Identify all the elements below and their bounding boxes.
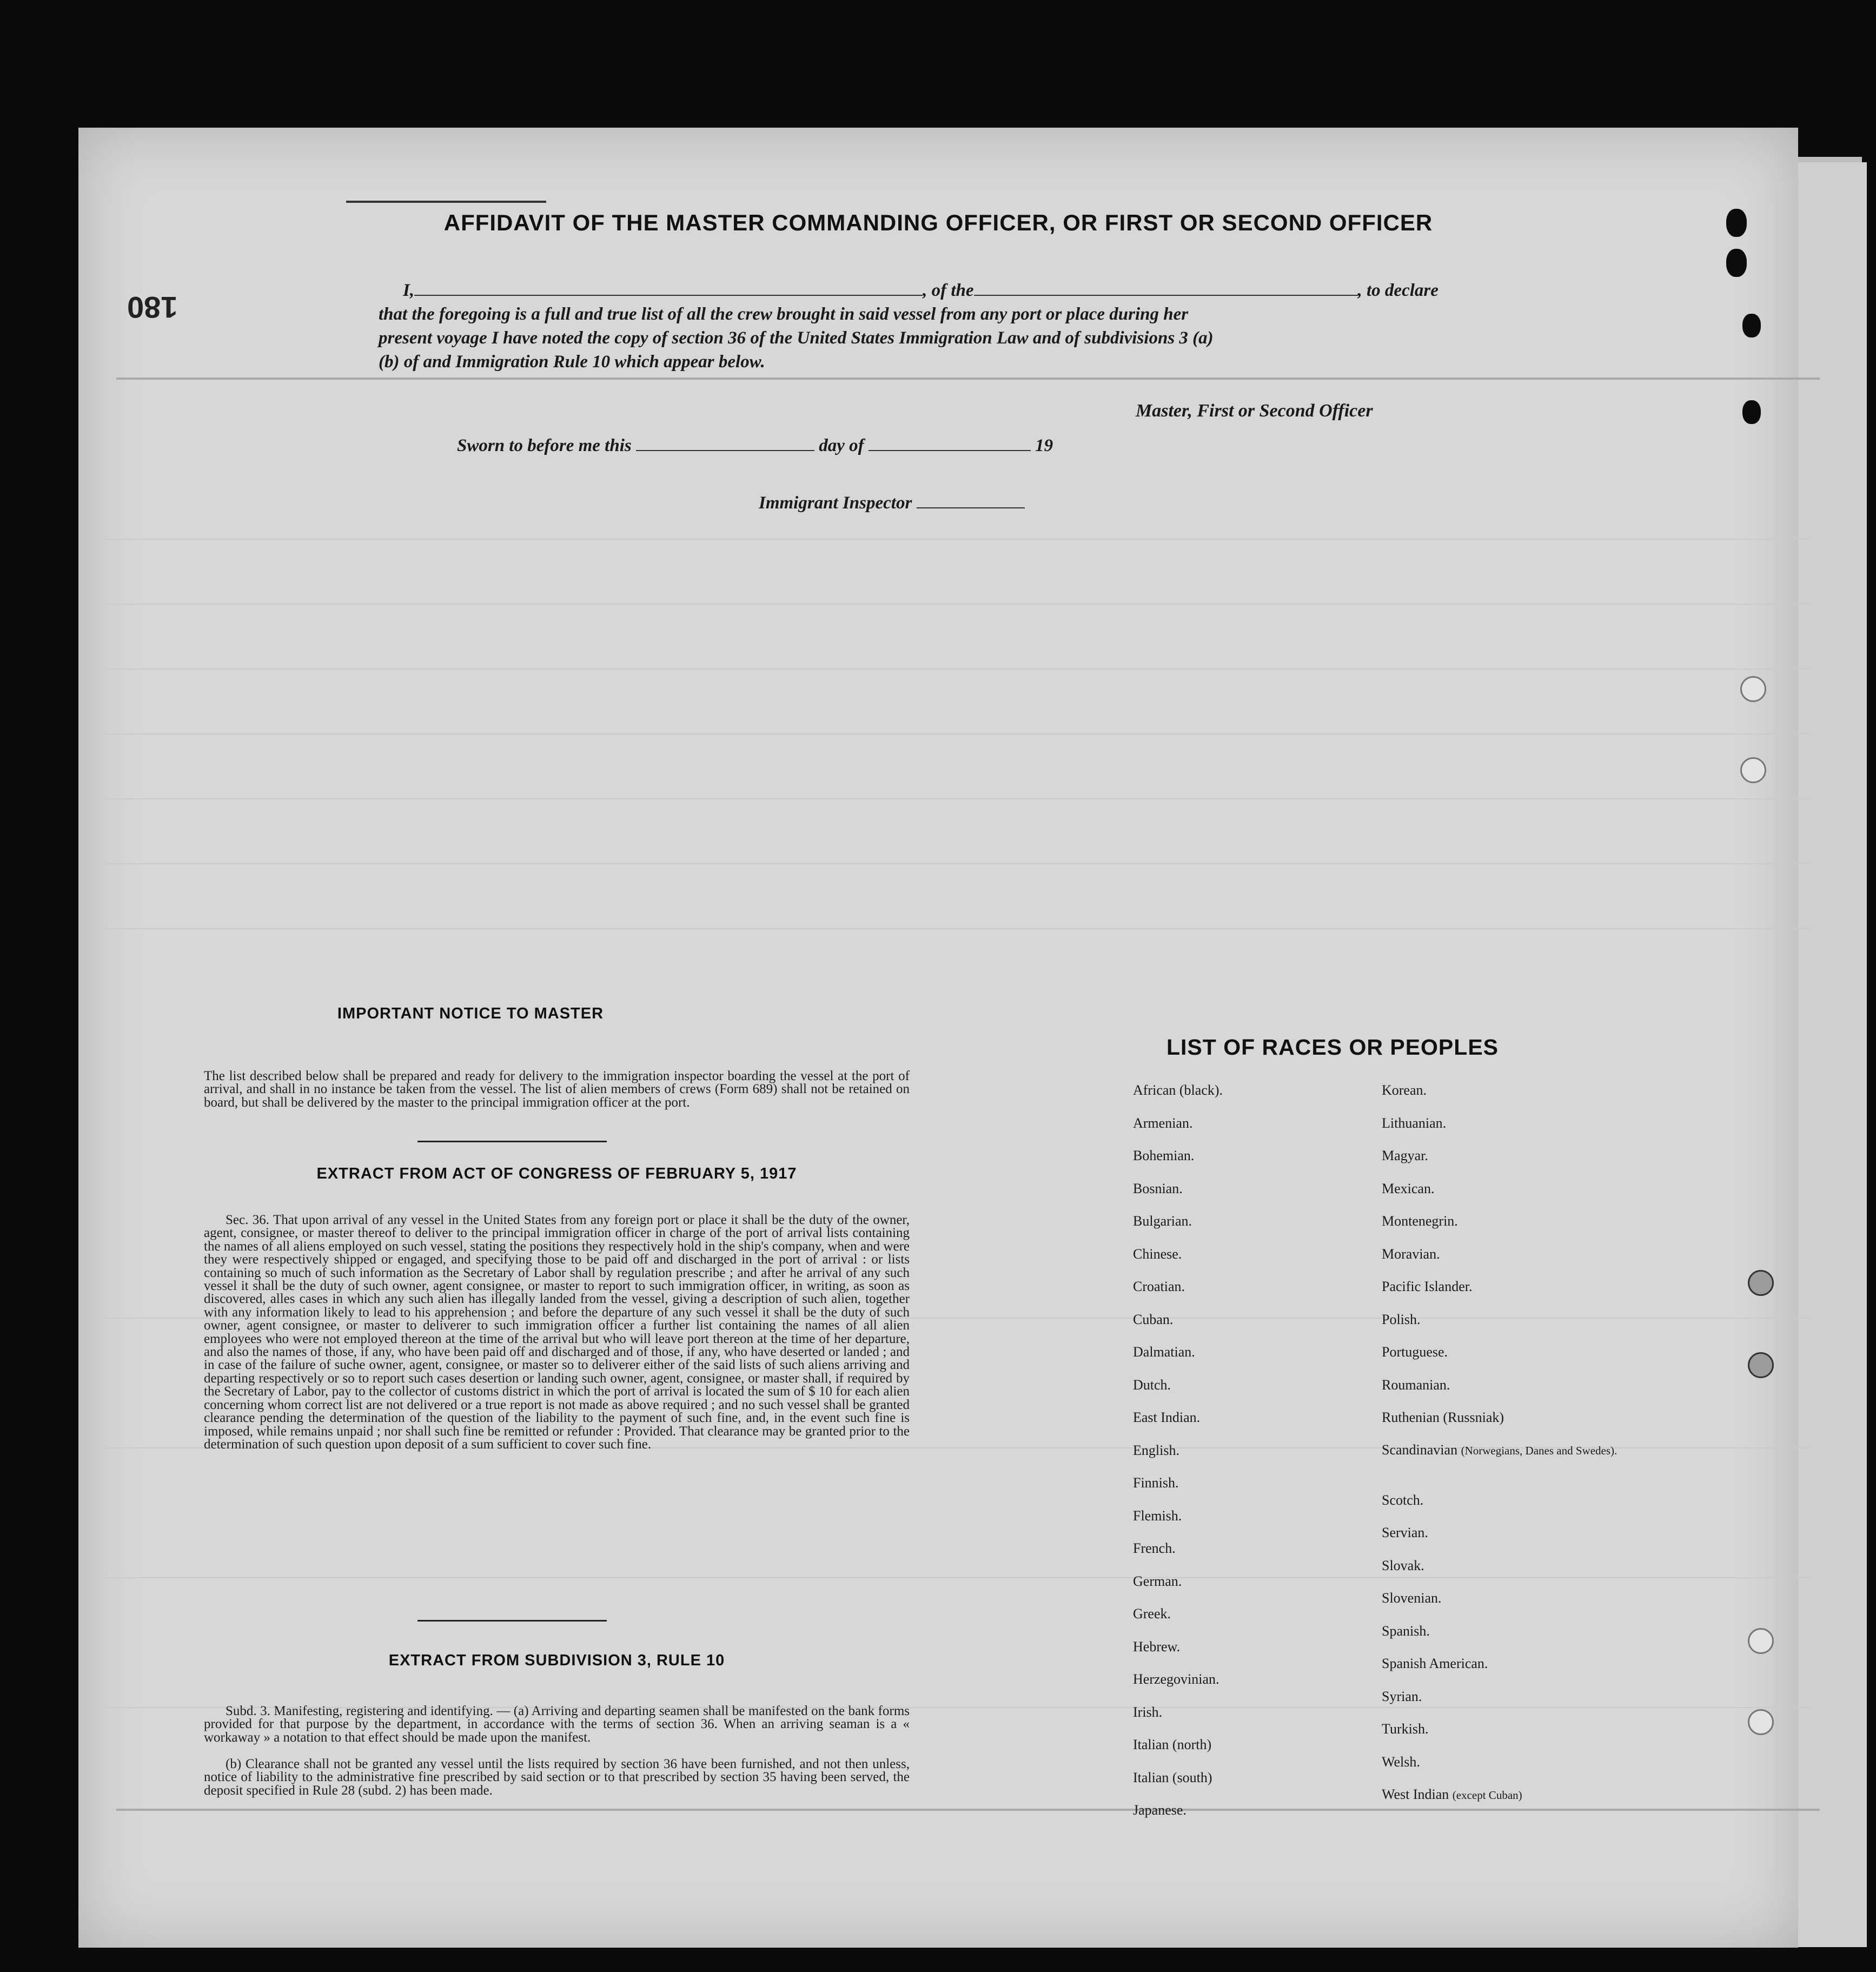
ink-blot bbox=[1726, 209, 1747, 237]
race-item: Korean. bbox=[1382, 1082, 1427, 1098]
race-item-scandinavian bbox=[1382, 1442, 1685, 1492]
affidavit-declare: , to declare bbox=[1357, 281, 1439, 300]
race-item: Servian. bbox=[1382, 1525, 1428, 1540]
race-item: Cuban. bbox=[1133, 1311, 1174, 1327]
bleed-row bbox=[105, 669, 1809, 670]
bleed-rule bbox=[116, 378, 1820, 380]
binder-hole bbox=[1740, 676, 1766, 702]
race-item: Roumanian. bbox=[1382, 1377, 1450, 1393]
race-item-west-indian bbox=[1382, 1786, 1685, 1819]
notice-text: The list described below shall be prepared and ready for delivery to the immigration inspector boarding the vessel at the port of arrival, and shall in no instance be taken from the vessel. The list of alien members of crews (Form 689) shall not be retained on board, but shall be delivered by the master to the principal immigration officer at the port. bbox=[204, 1069, 910, 1110]
race-item: Slovenian. bbox=[1382, 1590, 1442, 1606]
race-item: Herzegovinian. bbox=[1133, 1671, 1219, 1687]
race-item: Spanish American. bbox=[1382, 1656, 1488, 1671]
vessel-blank bbox=[974, 295, 1358, 296]
rule-text-b: (b) Clearance shall not be granted any vessel until the lists required by section 36 have been furnished, and not then unless, notice of liability to the administrative fine prescribed by said section or to that prescribed by section 35 having been served, the deposit specified in Rule 28 (subd. 2) has been made. bbox=[204, 1757, 910, 1798]
race-item: Armenian. bbox=[1133, 1115, 1193, 1131]
affidavit-i: I, bbox=[403, 281, 415, 300]
name-blank bbox=[414, 295, 923, 296]
race-scandinavian-note: (Norwegians, Danes and Swedes). bbox=[1461, 1444, 1618, 1457]
race-item: Ruthenian (Russniak) bbox=[1382, 1409, 1504, 1425]
binder-hole bbox=[1748, 1709, 1774, 1735]
race-scandinavian: Scandinavian bbox=[1382, 1441, 1458, 1458]
divider bbox=[417, 1620, 607, 1622]
affidavit-line-2: that the foregoing is a full and true list of all the crew brought in said vessel from any port or place during her bbox=[379, 305, 1189, 324]
race-item: Spanish. bbox=[1382, 1623, 1430, 1639]
race-item: Japanese. bbox=[1133, 1802, 1186, 1818]
sworn-year-label: 19 bbox=[1035, 436, 1053, 455]
race-item: Bohemian. bbox=[1133, 1148, 1195, 1163]
affidavit-line-1 bbox=[403, 281, 1528, 301]
bleed-row bbox=[105, 798, 1809, 799]
race-item: Finnish. bbox=[1133, 1475, 1179, 1491]
race-item: Chinese. bbox=[1133, 1246, 1182, 1262]
race-item: Magyar. bbox=[1382, 1148, 1428, 1163]
race-west-indian: West Indian bbox=[1382, 1786, 1449, 1802]
race-item: Bulgarian. bbox=[1133, 1213, 1192, 1229]
race-item: Hebrew. bbox=[1133, 1638, 1181, 1655]
race-item: Scotch. bbox=[1382, 1492, 1424, 1508]
sworn-label: Sworn to before me this bbox=[457, 436, 632, 455]
affidavit-of-the: , of the bbox=[923, 281, 974, 300]
page-stamp: 180 bbox=[127, 290, 178, 325]
race-item: Moravian. bbox=[1382, 1246, 1440, 1262]
race-item: Welsh. bbox=[1382, 1753, 1420, 1770]
race-item: Italian (north) bbox=[1133, 1737, 1212, 1752]
race-item: Dalmatian. bbox=[1133, 1344, 1195, 1360]
act-text: Sec. 36. That upon arrival of any vessel in the United States from any foreign port or place it shall be the duty of the owner, agent, consignee, or master thereof to deliver to the principal immigration officer in charge of the port of arrival lists containing the names of all aliens employed on such vessel, stating the positions they respectively hold in the ship's company, when and were they were respectively shipped or engaged, and specifying those to be paid off and discharged in the port of arrival : or lists containing so much of such information as the Secretary of Labor shall by regulation prescribe ; and after he arrival of any such vessel it shall be the duty of such owner, agent consignee, or master to report to such immigration officer, in writing, as soon as discovered, alles cases in which any such alien has illegally landed from the vessel, giving a description of such alien, together with any information likely to lead to his apprehension ; and before the departure of any such vessel it shall be the duty of such owner, agent consignee, or master to deliverer to such immigration officer a further list containing the names of all alien employees who were not employed thereon at the time of the arrival but who will leave port thereon at the time of her departure, and also the names of those, if any, who have been paid off and discharged and of those, if any, who have deserted or landed ; and in case of the failure of suche owner, agent, consignee, or master so to deliverer either of the said lists of such aliens arriving and departing respectively or so to report such cases desertion or landing such owner, agent, consignee, or master shall, if required by the Secretary of Labor, pay to the collector of customs district in which the port of arrival is located the sum of $ 10 for each alien concerning whom correct list are not delivered or a true report is not made as above required ; and no such vessel shall be granted clearance pending the determination of the question of the liability to the payment of such fine, and, in the event such fine is imposed, while remains unpaid ; nor shall such fine be remitted or refunder : Provided. That clearance may be granted prior to the determination of such question upon deposit of a sum sufficient to cover such fine. bbox=[204, 1213, 910, 1452]
race-item: Montenegrin. bbox=[1382, 1213, 1458, 1229]
race-item: French. bbox=[1133, 1540, 1176, 1556]
race-item: Croatian. bbox=[1133, 1279, 1185, 1294]
bleed-row bbox=[105, 928, 1809, 929]
race-item: Greek. bbox=[1133, 1606, 1171, 1622]
underlying-sheet-edge bbox=[1790, 162, 1867, 1947]
race-west-indian-note: (except Cuban) bbox=[1452, 1789, 1522, 1802]
race-item: Polish. bbox=[1382, 1311, 1421, 1327]
binder-hole bbox=[1748, 1270, 1774, 1296]
race-item: Irish. bbox=[1133, 1704, 1163, 1720]
race-item: Flemish. bbox=[1133, 1507, 1182, 1524]
inspector-label: Immigrant Inspector bbox=[759, 493, 912, 513]
affidavit-line-3: present voyage I have noted the copy of section 36 of the United States Immigration Law and of subdivisions 3 (a) bbox=[379, 328, 1214, 348]
sworn-day-blank bbox=[636, 450, 814, 451]
inspector-line bbox=[759, 493, 1137, 513]
race-item: Italian (south) bbox=[1133, 1769, 1212, 1785]
race-item: Portuguese. bbox=[1382, 1344, 1448, 1360]
races-left-column bbox=[1133, 1082, 1365, 1835]
sworn-month-blank bbox=[869, 450, 1031, 451]
affidavit-title: AFFIDAVIT OF THE MASTER COMMANDING OFFICER, OR FIRST OR SECOND OFFICER bbox=[443, 210, 1433, 235]
race-item: Pacific Islander. bbox=[1382, 1279, 1473, 1294]
bleed-row bbox=[105, 604, 1809, 605]
master-signature-label: Master, First or Second Officer bbox=[1136, 401, 1373, 421]
races-title: LIST OF RACES OR PEOPLES bbox=[1166, 1035, 1499, 1060]
race-item: Syrian. bbox=[1382, 1688, 1422, 1704]
race-item: Dutch. bbox=[1133, 1377, 1171, 1393]
bleed-row bbox=[105, 539, 1809, 540]
race-item: Mexican. bbox=[1382, 1180, 1435, 1196]
race-item: African (black). bbox=[1133, 1082, 1223, 1098]
race-item: German. bbox=[1133, 1573, 1182, 1589]
affidavit-line-4: (b) of and Immigration Rule 10 which appear below. bbox=[379, 352, 765, 372]
act-heading: EXTRACT FROM ACT OF CONGRESS OF FEBRUARY 5, 1917 bbox=[316, 1165, 797, 1182]
race-item: Bosnian. bbox=[1133, 1180, 1183, 1196]
races-right-column bbox=[1382, 1082, 1685, 1819]
rule-text-a: Subd. 3. Manifesting, registering and identifying. — (a) Arriving and departing seamen shall be manifested on the bank forms provided for that purpose by the department, in accordance with the terms of section 36. When an arriving seaman is a « workaway » a notation to that effect should be made upon the manifest. bbox=[204, 1704, 910, 1745]
race-item: Turkish. bbox=[1382, 1721, 1429, 1737]
bleed-row bbox=[105, 733, 1809, 734]
race-item: Lithuanian. bbox=[1382, 1115, 1447, 1131]
bleed-row bbox=[105, 863, 1809, 864]
sworn-line bbox=[457, 436, 1214, 456]
binder-hole bbox=[1748, 1628, 1774, 1654]
notice-heading: IMPORTANT NOTICE TO MASTER bbox=[337, 1005, 604, 1022]
ink-blot bbox=[1726, 249, 1747, 277]
rule-heading: EXTRACT FROM SUBDIVISION 3, RULE 10 bbox=[388, 1652, 725, 1669]
race-item: Slovak. bbox=[1382, 1557, 1424, 1573]
ink-blot bbox=[1742, 314, 1761, 338]
race-item: English. bbox=[1133, 1442, 1179, 1458]
document-page bbox=[78, 128, 1798, 1948]
binder-hole bbox=[1748, 1352, 1774, 1378]
ink-blot bbox=[1742, 400, 1761, 424]
binder-hole bbox=[1740, 757, 1766, 783]
header-bar bbox=[346, 201, 546, 203]
divider bbox=[417, 1141, 607, 1142]
sworn-day-label: day of bbox=[819, 436, 864, 455]
inspector-blank bbox=[917, 507, 1025, 508]
race-item: East Indian. bbox=[1133, 1409, 1201, 1425]
